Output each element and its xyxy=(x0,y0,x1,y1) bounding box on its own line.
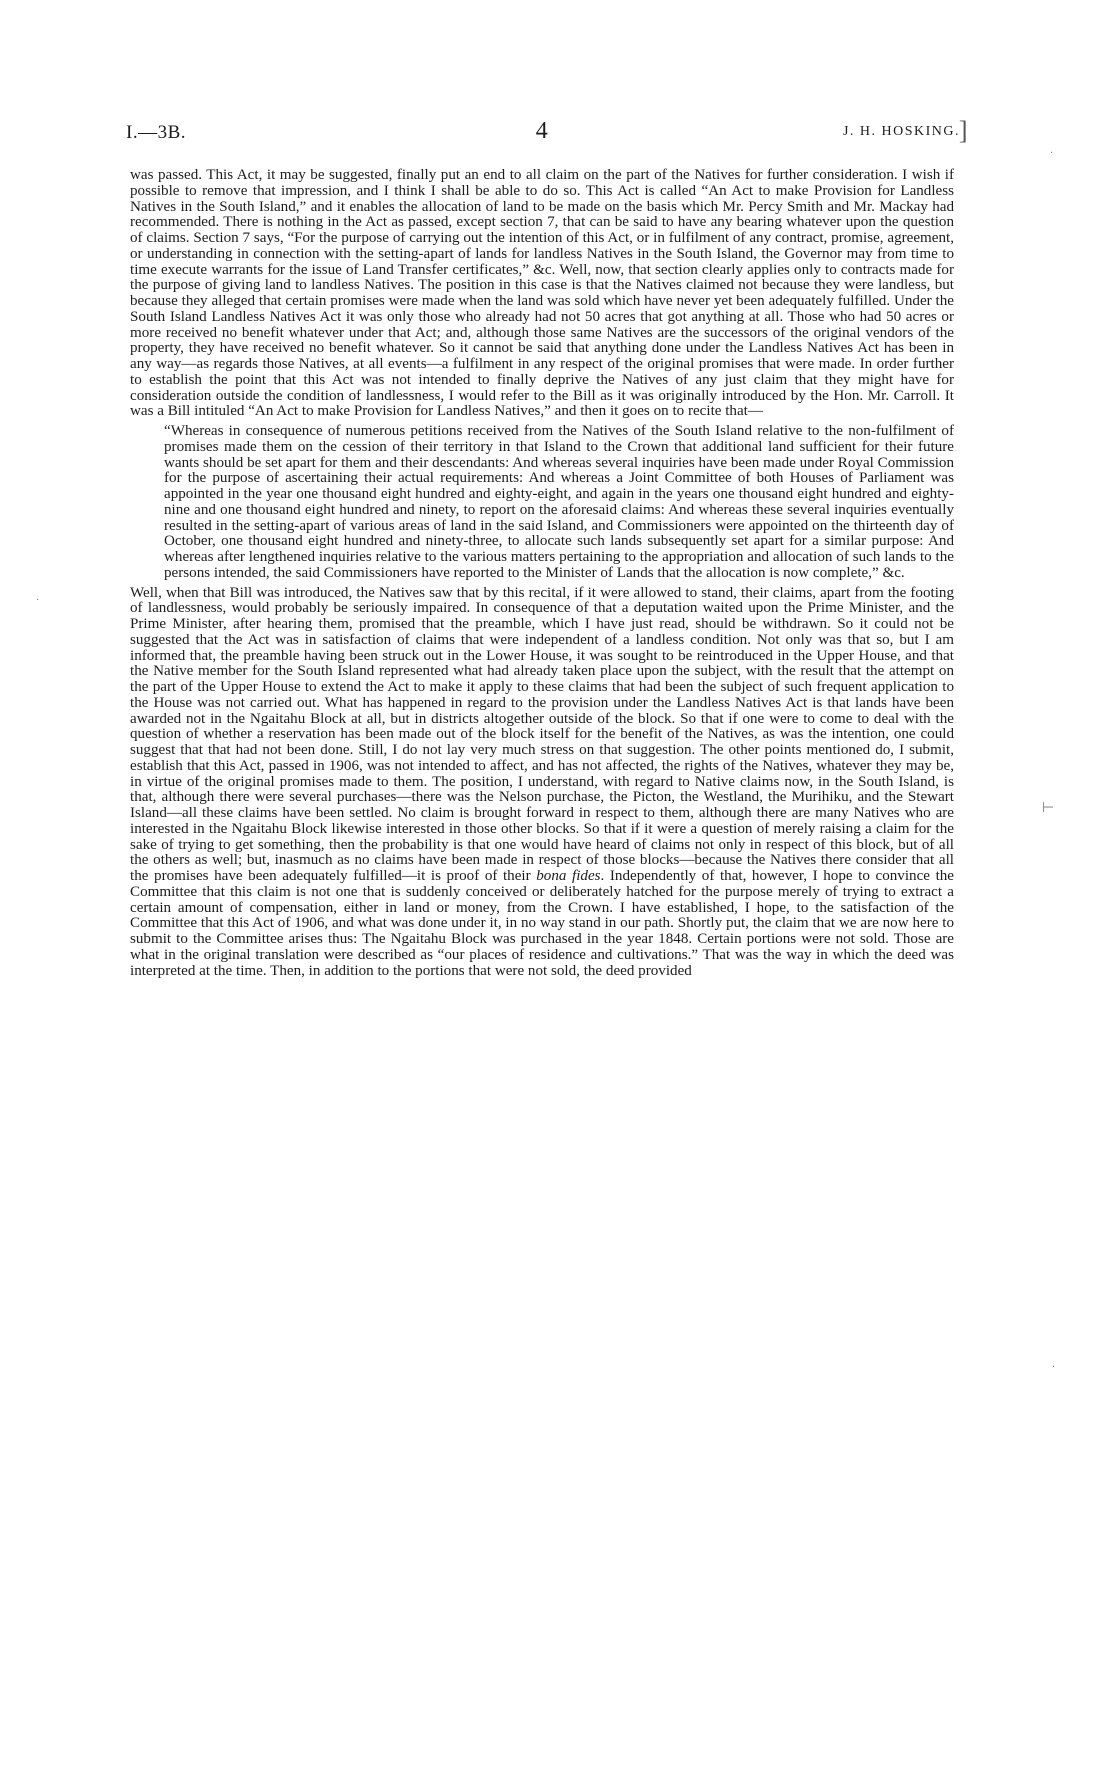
margin-mark-right: ⊢ xyxy=(1042,800,1055,816)
document-page xyxy=(126,116,968,979)
page-number: 4 xyxy=(535,118,549,144)
italic-phrase: bona fides xyxy=(536,868,601,884)
paragraph: was passed. This Act, it may be suggested, finally put an end to all claim on the part of the Natives for further consideration. I wish if possible to remove that impression, and I think I shall be able to do so. This Act is called “An Act to make Provision for Landless Natives in the South Island,” and it enables the allocation of land to be made on the basis which Mr. Percy Smith and Mr. Mackay had recommended. There is nothing in the Act as passed, except section 7, that can be said to have any bearing whatever upon the question of claims. Section 7 says, “For the purpose of carrying out the intention of this Act, or in fulfilment of any contract, promise, agreement, or understanding in connection with the setting-apart of lands for landless Natives in the South Island, the Governor may from time to time execute warrants for the issue of Land Transfer certificates,” &c. Well, now, that section clearly applies only to contracts made for the purpose of giving land to landless Natives. The position in this case is that the Natives claimed not because they were landless, but because they alleged that certain promises were made when the land was sold which have never yet been adequately fulfilled. Under the South Island Landless Natives Act it was only those who already had not 50 acres that got anything at all. Those who had 50 acres or more received no benefit whatever under that Act; and, although those same Natives are the successors of the original vendors of the property, they have received no benefit whatever. So it cannot be said that anything done under the Landless Natives Act has been in any way—as regards those Natives, at all events—a fulfilment in any respect of the original promises that were made. In order further to establish the point that this Act was not intended to finally deprive the Natives of any just claim that they might have for consideration outside the condition of landlessness, I would refer to the Bill as it was originally introduced by the Hon. Mr. Carroll. It was a Bill intituled “An Act to make Provision for Landless Natives,” and then it goes on to recite that— xyxy=(130,167,954,420)
page-header xyxy=(126,116,968,148)
header-bracket: ] xyxy=(958,116,968,145)
paragraph-text: . Independently of that, however, I hope to convince the Committee that this claim is not one that is suddenly conceived or deliberately hatched for the purpose merely of trying to extract a certain amount of compensation, either in land or money, from the Crown. I have established, I hope, to the satisfaction of the Committee that this Act of 1906, and what was done under it, in no way stand in our path. Shortly put, the claim that we are now here to submit to the Committee arises thus: The Ngaitahu Block was purchased in the year 1848. Certain portions were not sold. Those are what in the original translation were described as “our places of residence and cultivations.” That was the way in which the deed was interpreted at the time. Then, in addition to the portions that were not sold, the deed provided xyxy=(130,868,955,979)
paragraph-text: Well, when that Bill was introduced, the Natives saw that by this recital, if it were allowed to stand, their claims, apart from the footing of landlessness, would probably be seriously impaired. In consequence of that a deputation waited upon the Prime Minister, and the Prime Minister, after hearing them, promised that the preamble, which I have just read, should be withdrawn. So it could not be suggested that the Act was in satisfaction of claims that were independent of a landless condition. Not only was that so, but I am informed that, the preamble having been struck out in the Lower House, it was sought to be reintroduced in the Upper House, and that the Native member for the South Island represented what had already taken place upon the subject, with the result that the attempt on the part of the Upper House to extend the Act to make it apply to these claims that had been the subject of such frequent application to the House was not carried out. What has happened in regard to the provision under the Landless Natives Act is that lands have been awarded not in the Ngaitahu Block at all, but in districts altogether outside of the block. So that if one were to come to deal with the question of whether a reservation has been made out of the block itself for the benefit of the Natives, as was the intention, one could suggest that that had not been done. Still, I do not lay very much stress on that suggestion. The other points mentioned do, I submit, establish that this Act, passed in 1906, was not intended to affect, and has not affected, the rights of the Natives, whatever they may be, in virtue of the original promises made to them. The position, I understand, with regard to Native claims now, in the South Island, is that, although there were several purchases—there was the Nelson purchase, the Picton, the Westland, the Murihiku, and the Stewart Island—all these claims have been settled. No claim is brought forward in respect to them, although there are many Natives who are interested in the Ngaitahu Block likewise interested in those other blocks. So that if it were a question of merely raising a claim for the sake of trying to get something, then the probability is that one would have heard of claims not only in respect of this block, but of all the others as well; but, inasmuch as no claims have been made in respect of those blocks—because the Natives there consider that all the promises have been adequately fulfilled—it is proof of their xyxy=(130,584,954,884)
margin-mark-left: · xyxy=(36,595,40,606)
paragraph xyxy=(130,586,954,980)
body-text xyxy=(130,168,954,979)
margin-mark-right-low: · xyxy=(1052,1362,1056,1373)
witness-name: J. H. HOSKING. xyxy=(842,124,960,139)
margin-mark-top-right: · xyxy=(1050,148,1054,159)
paper-reference: I.—3B. xyxy=(126,122,186,143)
quoted-preamble: “Whereas in consequence of numerous petitions received from the Natives of the South Island relative to the non-fulfilment of promises made them on the cession of their territory in that Island to the Crown that additional land sufficient for their future wants should be set apart for them and their descendants: And whereas several inquiries have been made under Royal Commission for the purpose of ascertaining their actual requirements: And whereas a Joint Committee of both Houses of Parliament was appointed in the year one thousand eight hundred and eighty-eight, and again in the years one thousand eight hundred and eighty-nine and one thousand eight hundred and ninety, to report on the aforesaid claims: And whereas these several inquiries eventually resulted in the setting-apart of various areas of land in the said Island, and Commissioners were appointed on the thirteenth day of October, one thousand eight hundred and ninety-three, to allocate such lands subsequently set apart for a similar purpose: And whereas after lengthened inquiries relative to the various matters pertaining to the appropriation and allocation of such lands to the persons intended, the said Commissioners have reported to the Minister of Lands that the allocation is now complete,” &c. xyxy=(164,423,954,581)
